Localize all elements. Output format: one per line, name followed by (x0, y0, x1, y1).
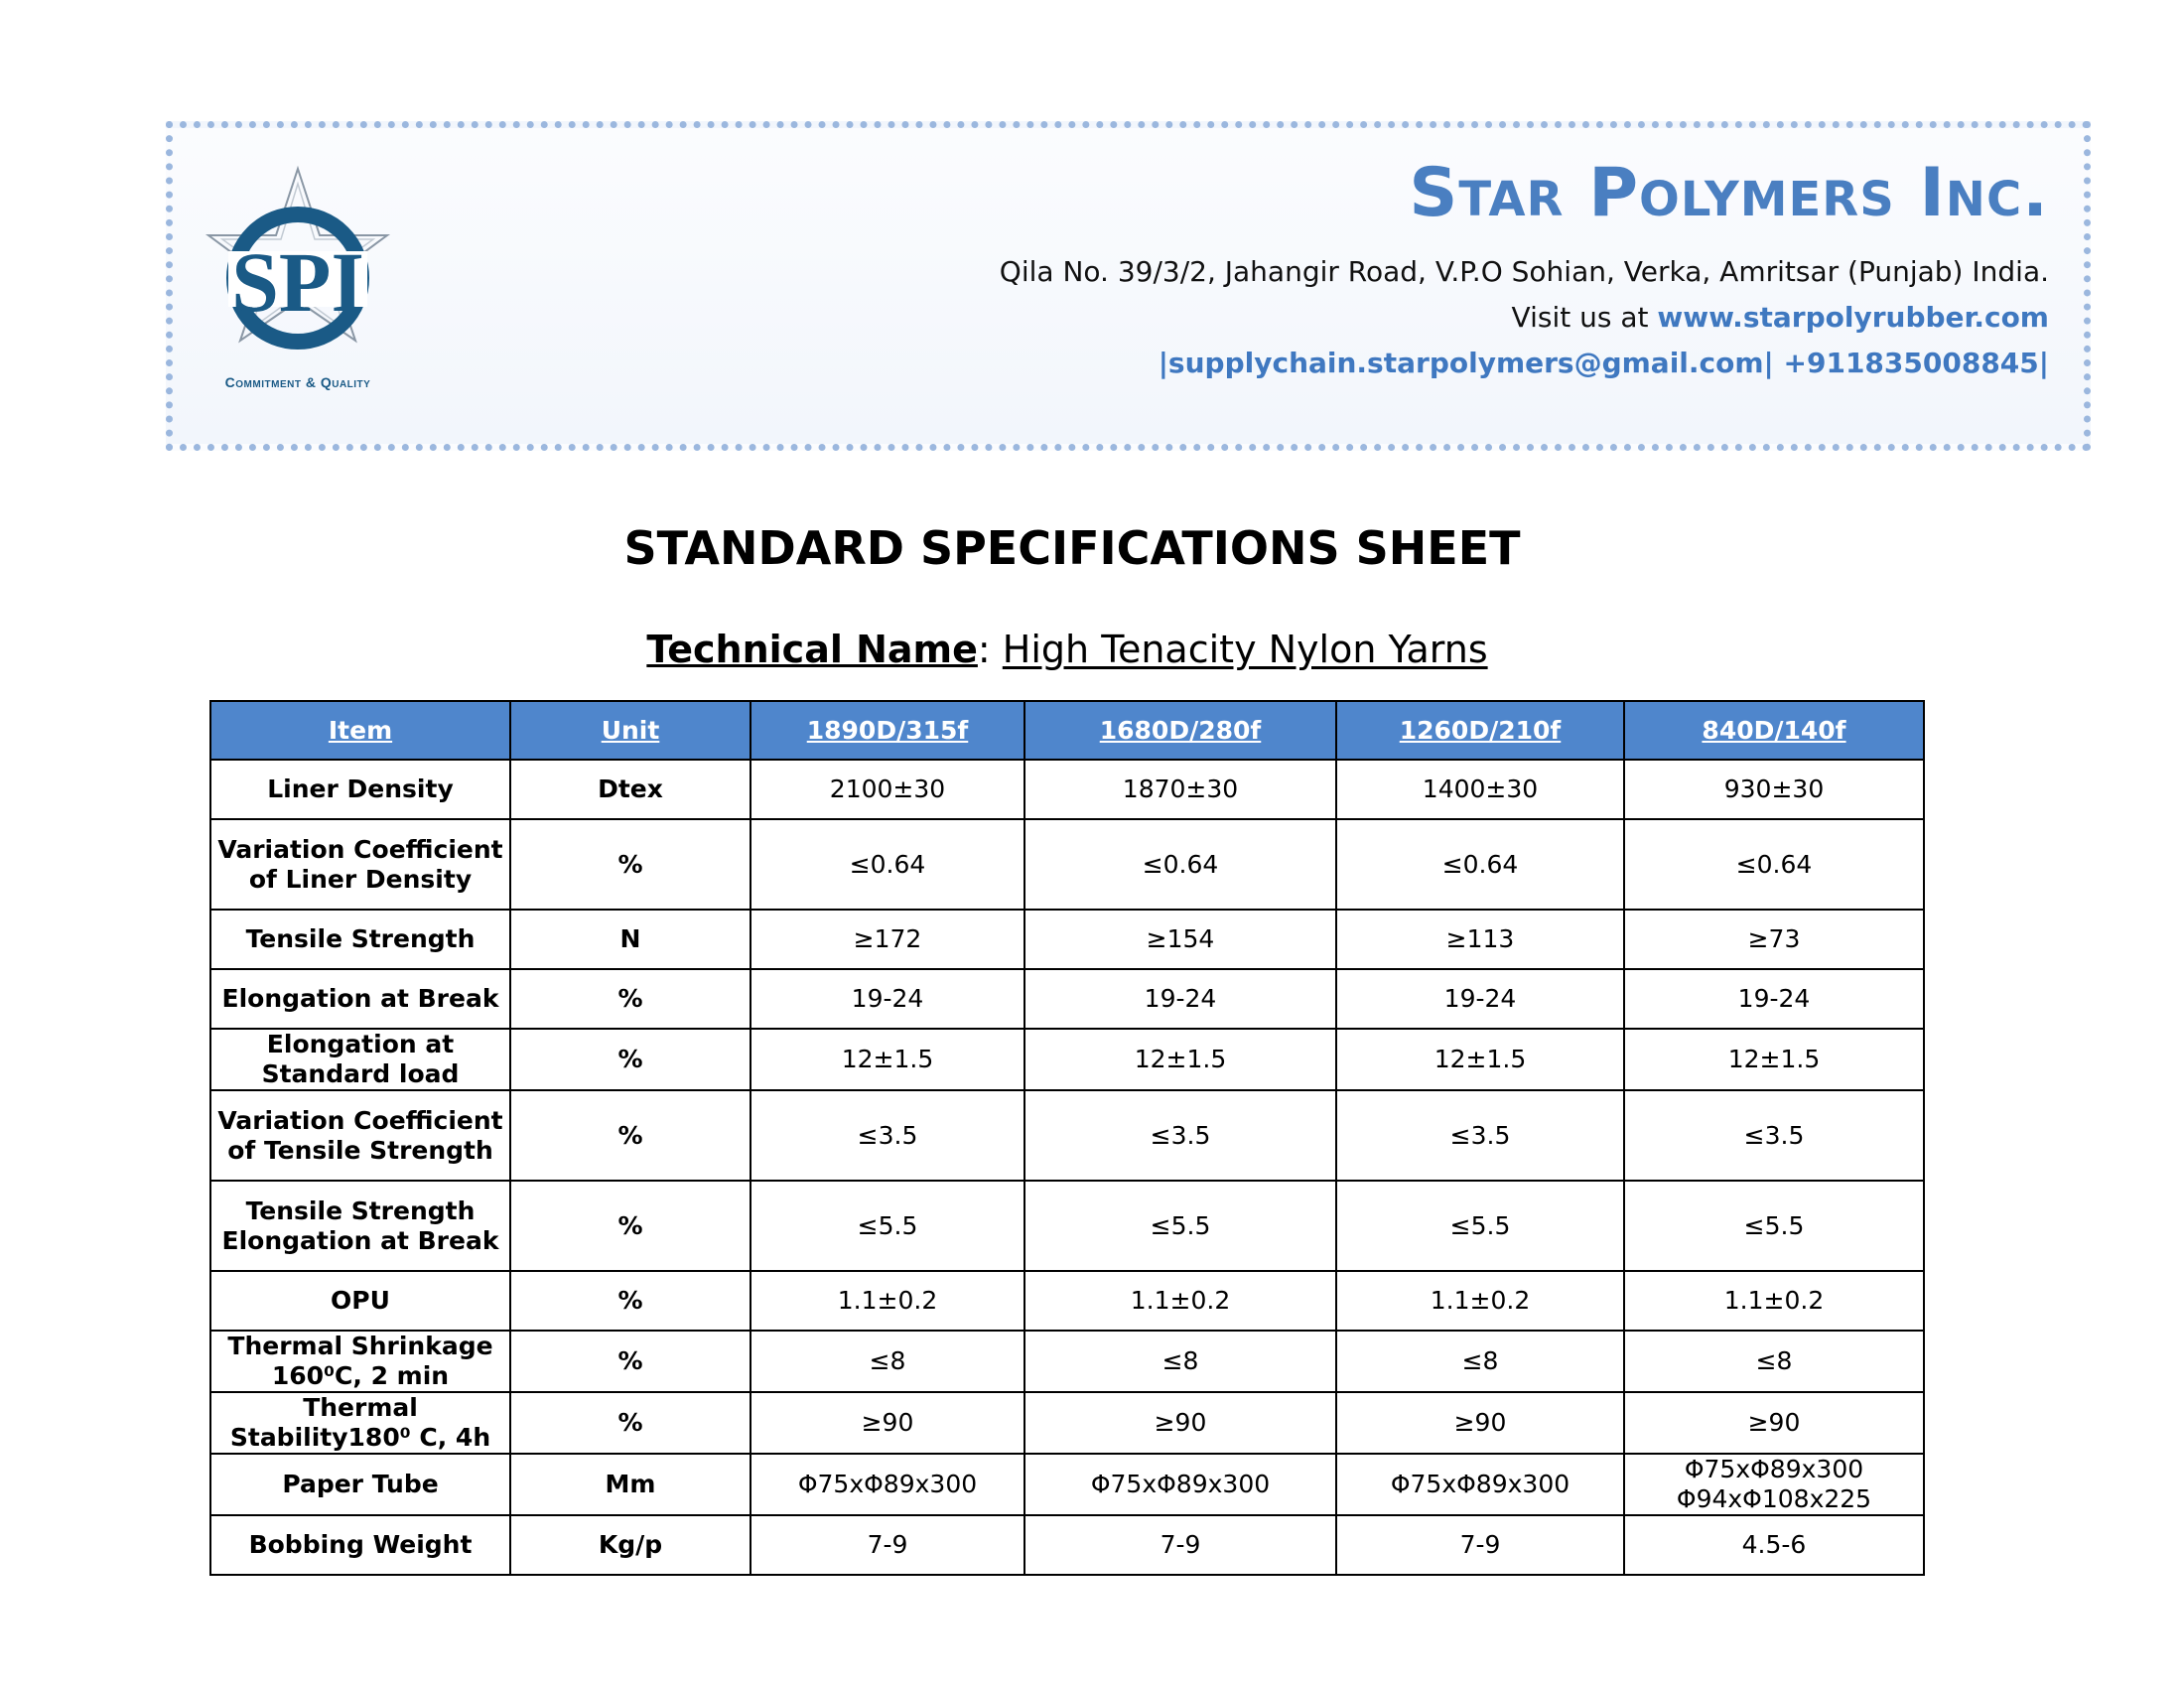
row-value-cell: 19-24 (1624, 969, 1924, 1029)
table-row (210, 910, 1924, 969)
row-value-cell: ≤0.64 (1336, 819, 1624, 910)
company-address: Qila No. 39/3/2, Jahangir Road, V.P.O Sohian, Verka, Amritsar (Punjab) India. (999, 255, 2049, 288)
row-value-cell: ≤5.5 (1024, 1181, 1336, 1271)
row-value-cell: 7-9 (1336, 1515, 1624, 1575)
row-value-cell: ≤5.5 (1336, 1181, 1624, 1271)
row-value-cell: 19-24 (751, 969, 1024, 1029)
page-title: STANDARD SPECIFICATIONS SHEET (623, 521, 1521, 575)
svg-text:SPI: SPI (231, 234, 364, 330)
row-value-cell: ≤0.64 (1624, 819, 1924, 910)
row-item-name: Bobbing Weight (210, 1515, 510, 1575)
row-value-cell: ≥90 (1624, 1392, 1924, 1454)
row-value-cell: ≤8 (1336, 1331, 1624, 1392)
row-value-cell: Φ75xΦ89x300 (1024, 1454, 1336, 1515)
row-value-cell: Φ75xΦ89x300 Φ94xΦ108x225 (1624, 1454, 1924, 1515)
row-value-cell: Φ75xΦ89x300 (1336, 1454, 1624, 1515)
row-unit: % (510, 1331, 751, 1392)
table-row (210, 1454, 1924, 1515)
row-value-cell: ≤0.64 (1024, 819, 1336, 910)
row-value-cell: ≥113 (1336, 910, 1624, 969)
row-value-cell: ≤3.5 (1024, 1090, 1336, 1181)
row-value-cell: ≥73 (1624, 910, 1924, 969)
row-value-cell: ≥90 (1336, 1392, 1624, 1454)
table-row (210, 1392, 1924, 1454)
row-value-cell: ≤3.5 (751, 1090, 1024, 1181)
row-unit: % (510, 969, 751, 1029)
row-item-name: Variation Coefficient of Liner Density (210, 819, 510, 910)
table-row (210, 1515, 1924, 1575)
row-value-cell: 12±1.5 (751, 1029, 1024, 1090)
company-logo (189, 164, 407, 412)
row-value-cell: ≤8 (1624, 1331, 1924, 1392)
row-item-name: Liner Density (210, 760, 510, 819)
row-item-name: Paper Tube (210, 1454, 510, 1515)
row-unit: Mm (510, 1454, 751, 1515)
table-row (210, 1181, 1924, 1271)
column-header-1680d: 1680D/280f (1024, 701, 1336, 760)
technical-name-value: High Tenacity Nylon Yarns (1002, 628, 1488, 671)
row-value-cell: 19-24 (1336, 969, 1624, 1029)
specifications-table (209, 700, 1925, 1576)
technical-name-separator: : (977, 628, 1003, 671)
row-value-cell: ≥90 (1024, 1392, 1336, 1454)
column-header-1260d: 1260D/210f (1336, 701, 1624, 760)
row-item-name: OPU (210, 1271, 510, 1331)
column-header-unit: Unit (510, 701, 751, 760)
row-unit: % (510, 1181, 751, 1271)
column-header-1890d: 1890D/315f (751, 701, 1024, 760)
row-item-name: Thermal Shrinkage 160⁰C, 2 min (210, 1331, 510, 1392)
row-value-cell: ≥172 (751, 910, 1024, 969)
row-unit: % (510, 1392, 751, 1454)
row-value-cell: ≤0.64 (751, 819, 1024, 910)
row-value-cell: 19-24 (1024, 969, 1336, 1029)
row-value-cell: ≤8 (1024, 1331, 1336, 1392)
row-value-cell: 12±1.5 (1336, 1029, 1624, 1090)
row-value-cell: Φ75xΦ89x300 (751, 1454, 1024, 1515)
row-value-cell: 1.1±0.2 (751, 1271, 1024, 1331)
row-value-cell: 2100±30 (751, 760, 1024, 819)
table-row (210, 819, 1924, 910)
website-link[interactable]: www.starpolyrubber.com (1657, 301, 2049, 334)
row-value-cell: ≥154 (1024, 910, 1336, 969)
row-item-name: Elongation at Break (210, 969, 510, 1029)
row-value-cell: 930±30 (1624, 760, 1924, 819)
row-unit: % (510, 819, 751, 910)
row-unit: Dtex (510, 760, 751, 819)
table-row (210, 969, 1924, 1029)
table-row (210, 1090, 1924, 1181)
visit-prefix: Visit us at (1511, 301, 1658, 334)
table-row (210, 1271, 1924, 1331)
row-value-cell: ≥90 (751, 1392, 1024, 1454)
row-value-cell: 1.1±0.2 (1336, 1271, 1624, 1331)
row-value-cell: ≤8 (751, 1331, 1024, 1392)
row-value-cell: 7-9 (751, 1515, 1024, 1575)
row-item-name: Variation Coefficient of Tensile Strength (210, 1090, 510, 1181)
row-value-cell: 12±1.5 (1024, 1029, 1336, 1090)
row-value-cell: 1400±30 (1336, 760, 1624, 819)
row-value-cell: ≤5.5 (751, 1181, 1024, 1271)
table-row (210, 1331, 1924, 1392)
row-item-name: Elongation at Standard load (210, 1029, 510, 1090)
row-value-cell: 4.5-6 (1624, 1515, 1924, 1575)
technical-name-label: Technical Name (646, 628, 978, 671)
table-row (210, 1029, 1924, 1090)
row-value-cell: ≤5.5 (1624, 1181, 1924, 1271)
row-value-cell: 12±1.5 (1624, 1029, 1924, 1090)
contact-line[interactable]: |supplychain.starpolymers@gmail.com| +911835008845| (1158, 347, 2049, 379)
row-unit: % (510, 1271, 751, 1331)
row-value-cell: 7-9 (1024, 1515, 1336, 1575)
column-header-item: Item (210, 701, 510, 760)
website-line (1512, 301, 2049, 334)
row-value-cell: 1870±30 (1024, 760, 1336, 819)
row-item-name: Tensile Strength Elongation at Break (210, 1181, 510, 1271)
column-header-840d: 840D/140f (1624, 701, 1924, 760)
table-header-row (210, 701, 1924, 760)
row-value-cell: 1.1±0.2 (1624, 1271, 1924, 1331)
row-unit: Kg/p (510, 1515, 751, 1575)
logo-caption: Commitment & Quality (224, 374, 371, 390)
row-value-cell: ≤3.5 (1336, 1090, 1624, 1181)
row-unit: % (510, 1090, 751, 1181)
row-value-cell: ≤3.5 (1624, 1090, 1924, 1181)
row-unit: % (510, 1029, 751, 1090)
company-name: Star Polymers Inc. (1409, 154, 2049, 232)
technical-name (0, 628, 2134, 671)
row-unit: N (510, 910, 751, 969)
row-value-cell: 1.1±0.2 (1024, 1271, 1336, 1331)
row-item-name: Thermal Stability180⁰ C, 4h (210, 1392, 510, 1454)
row-item-name: Tensile Strength (210, 910, 510, 969)
table-row (210, 760, 1924, 819)
